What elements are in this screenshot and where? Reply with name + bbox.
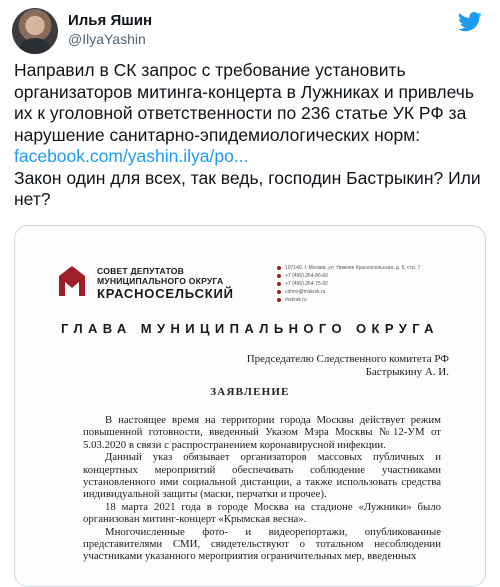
author-name[interactable]: Илья Яшин: [68, 12, 153, 29]
addressee-line-1: Председателю Следственного комитета РФ: [246, 353, 449, 365]
globe-icon: [277, 298, 281, 302]
avatar[interactable]: [12, 8, 58, 54]
scanned-document: [15, 226, 485, 586]
address-icon: [277, 266, 281, 270]
document-title: ЗАЯВЛЕНИЕ: [210, 386, 290, 398]
contact-row: [277, 280, 420, 288]
tweet-link[interactable]: facebook.com/yashin.ilya/po...: [14, 146, 249, 166]
contact-phone-2: +7 (495) 264-75-92: [285, 281, 328, 287]
organization-name: [97, 266, 234, 302]
addressee-line-2: Бастрыкину А. И.: [365, 366, 449, 378]
twitter-bird-icon[interactable]: [458, 12, 482, 32]
contact-row: [277, 264, 420, 272]
fax-icon: [277, 282, 281, 286]
org-line-3: КРАСНОСЕЛЬСКИЙ: [97, 286, 234, 301]
addressee: [247, 353, 449, 379]
document-heading: ГЛАВА МУНИЦИПАЛЬНОГО ОКРУГА: [61, 321, 439, 336]
email-icon: [277, 290, 281, 294]
document-paragraph-2: Данный указ обязывает организаторов массовых публичных и концертных мероприятий обеспечивать соблюдение участниками установленного ими социальной дистанции, а также использовать средства индивидуальной защиты (маски, перчатки и прочее).: [83, 451, 441, 501]
author-block[interactable]: [68, 12, 152, 48]
document-paragraph-4: Многочисленные фото- и видеорепортажи, опубликованные представителями СМИ, свидетельствуют о тотальном несоблюдении участниками указанного мероприятия ограничительных мер, введенных: [83, 525, 441, 563]
contact-email: cdmrs@mskrsk.ru: [285, 289, 326, 295]
document-paragraph-3: 18 марта 2021 года в городе Москва на стадионе «Лужники» было организован митинг-концерт «Крымская весна».: [83, 500, 441, 526]
contact-website: mskrsk.ru: [285, 297, 307, 303]
author-handle[interactable]: @IlyaYashin: [68, 31, 146, 47]
contact-phone-1: +7 (495) 264-86-60: [285, 273, 328, 279]
tweet-text-part-1: Направил в СК запрос с требование установить организаторов митинга-концерта в Лужниках и привлечь их к уголовной ответственности по 236 статье УК РФ за нарушение санитарно-эпидемиологических норм:: [14, 60, 475, 145]
attached-document-image[interactable]: [14, 225, 486, 587]
council-logo-icon: [57, 264, 87, 298]
document-paragraph-1: В настоящее время на территории города Москвы действует режим повышенной готовности, введенный Указом Мэра Москвы №12-УМ от 5.03.2020 в связи с распространением коронавирусной инфекции.: [83, 414, 441, 451]
contact-details: [277, 264, 420, 304]
org-line-1: СОВЕТ ДЕПУТАТОВ: [97, 266, 185, 276]
document-body: [83, 414, 441, 563]
contact-row: [277, 272, 420, 280]
contact-address: 107140, г. Москва, ул. Нижняя Красносельская, д. 5, стр. 7: [285, 265, 421, 271]
contact-row: [277, 288, 420, 296]
tweet-text-part-2: Закон один для всех, так ведь, господин Бастрыкин? Или нет?: [14, 167, 481, 209]
tweet-text: [14, 60, 488, 211]
contact-row: [277, 296, 420, 304]
org-line-2: МУНИЦИПАЛЬНОГО ОКРУГА: [97, 276, 224, 286]
phone-icon: [277, 274, 281, 278]
